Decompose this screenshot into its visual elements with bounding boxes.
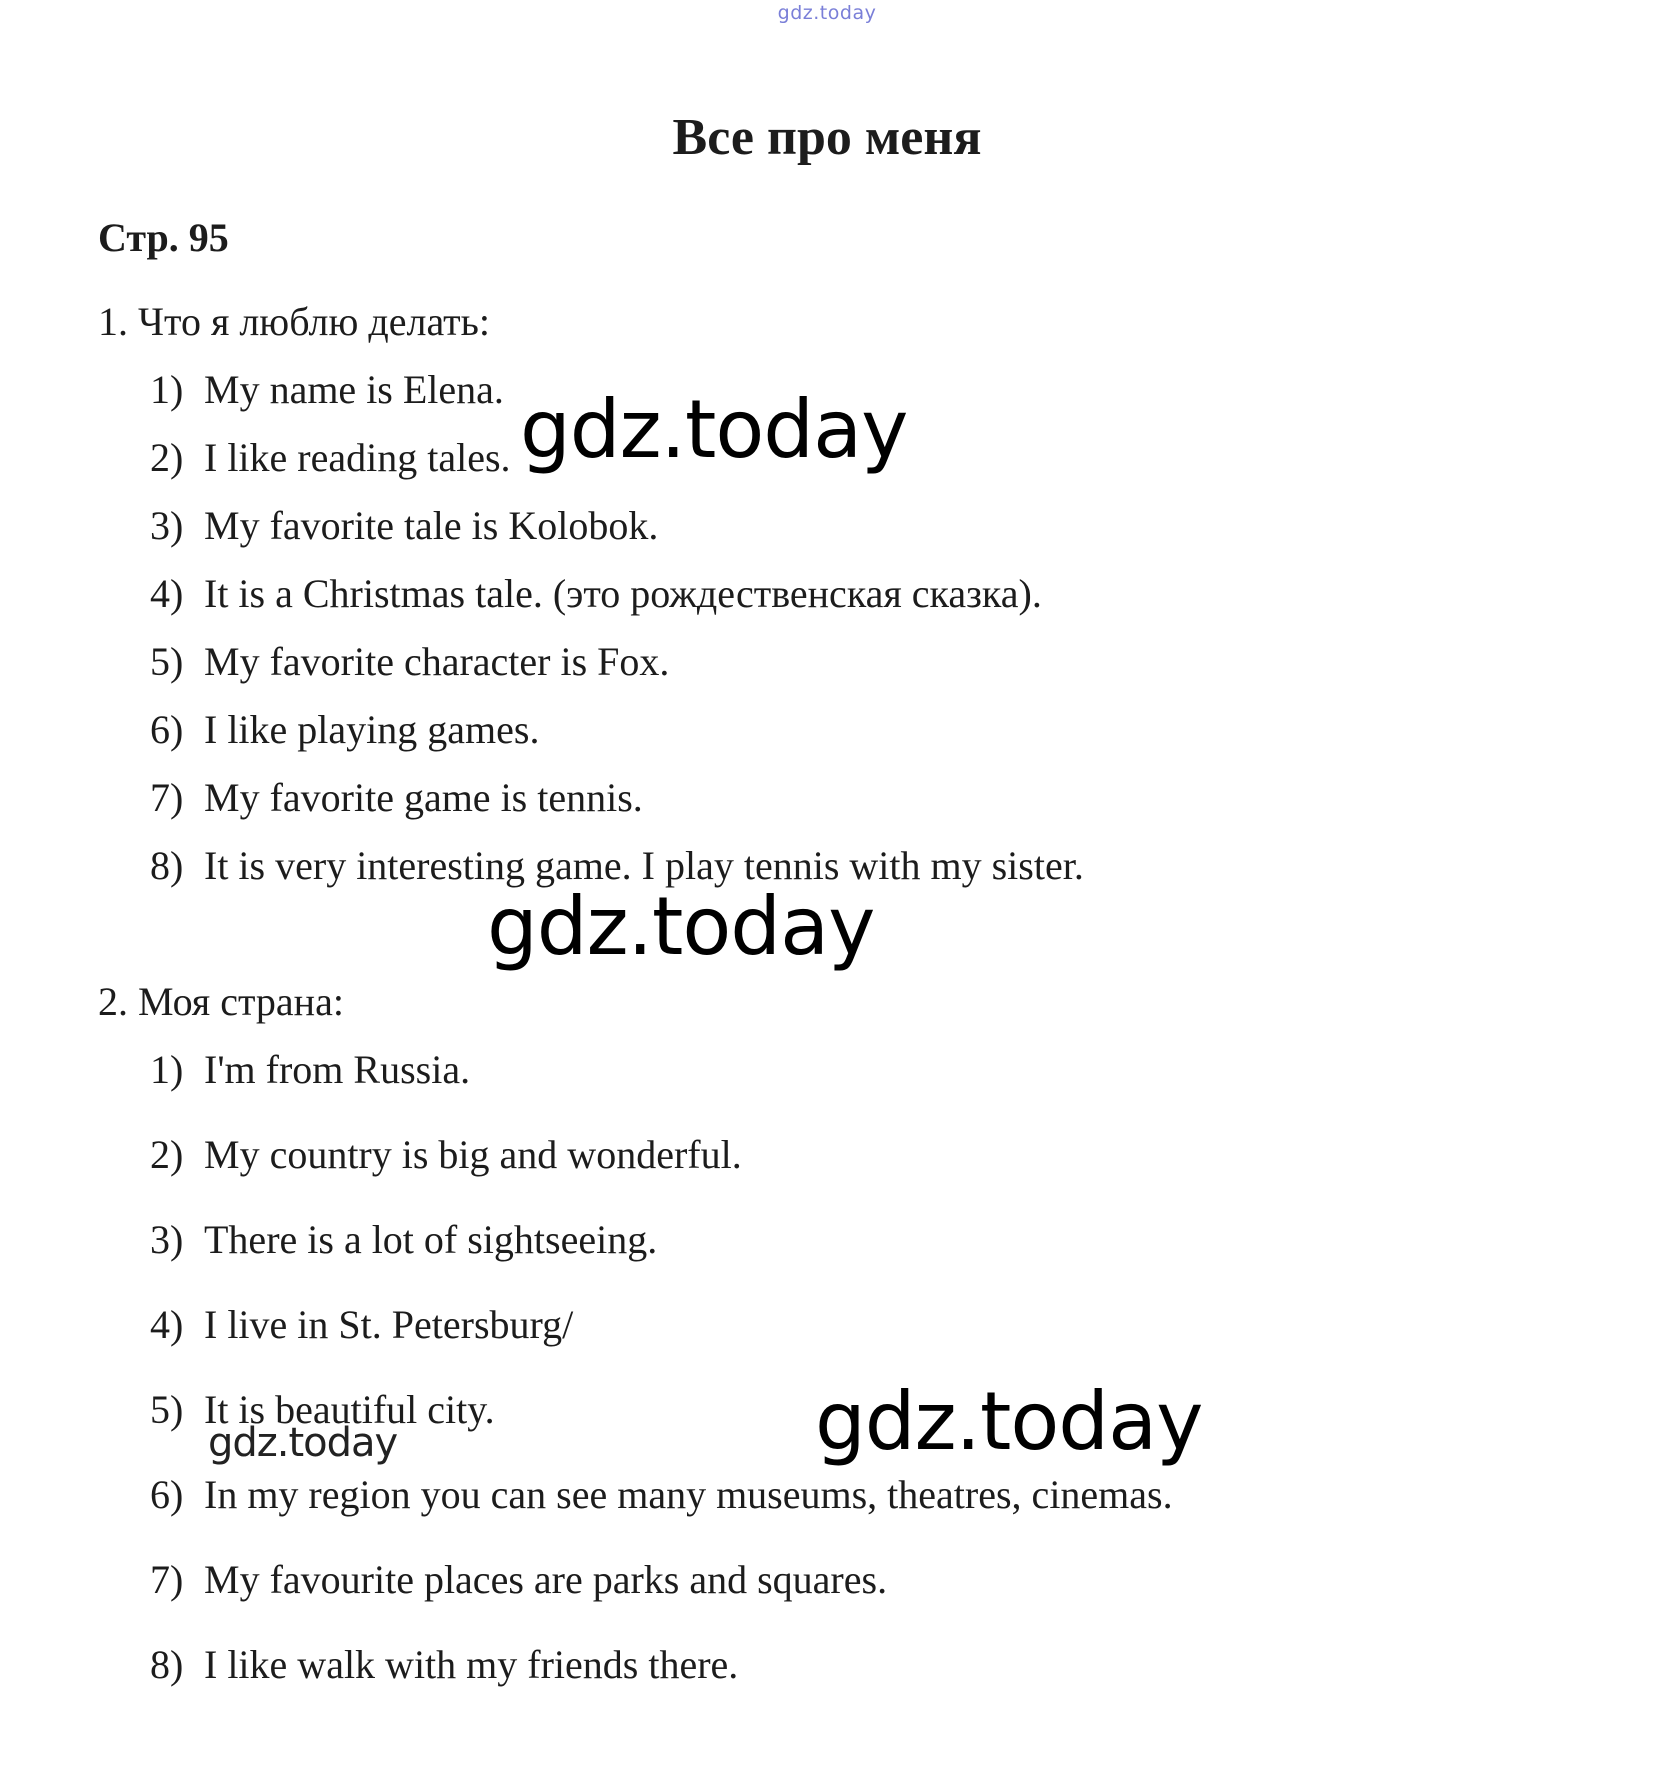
item-text: It is a Christmas tale. (это рождественская сказка).	[204, 571, 1042, 616]
list-item	[150, 1131, 742, 1178]
section-heading-1: 1. Что я люблю делать:	[98, 299, 491, 344]
item-text: My favorite tale is Kolobok.	[204, 503, 659, 548]
item-text: My name is Elena.	[204, 367, 504, 412]
item-text: My favourite places are parks and squares.	[204, 1557, 888, 1602]
item-text: I like walk with my friends there.	[204, 1642, 739, 1687]
item-text: In my region you can see many museums, theatres, cinemas.	[204, 1472, 1173, 1517]
page-reference: Стр. 95	[98, 215, 229, 260]
list-item	[150, 638, 669, 685]
list-item	[150, 1301, 573, 1348]
item-text: I like reading tales.	[204, 435, 511, 480]
item-text: I'm from Russia.	[204, 1047, 471, 1092]
item-number: 1)	[150, 1047, 184, 1092]
item-text: My country is big and wonderful.	[204, 1132, 742, 1177]
item-number: 4)	[150, 1302, 184, 1347]
list-item	[150, 570, 1042, 617]
item-number: 1)	[150, 367, 184, 412]
list-item	[150, 366, 504, 413]
list-item	[150, 706, 539, 753]
list-item	[150, 434, 511, 481]
item-text: There is a lot of sightseeing.	[204, 1217, 658, 1262]
item-text: It is very interesting game. I play tennis with my sister.	[204, 843, 1084, 888]
section-heading-2: 2. Моя страна:	[98, 979, 344, 1024]
item-number: 7)	[150, 775, 184, 820]
watermark: gdz.today	[520, 383, 908, 476]
item-number: 3)	[150, 1217, 184, 1262]
item-number: 2)	[150, 1132, 184, 1177]
item-number: 6)	[150, 707, 184, 752]
item-number: 6)	[150, 1472, 184, 1517]
page-title: Все про меня	[672, 109, 982, 166]
watermark: gdz.today	[487, 880, 875, 973]
item-number: 8)	[150, 1642, 184, 1687]
item-number: 3)	[150, 503, 184, 548]
list-item	[150, 1556, 887, 1603]
item-number: 7)	[150, 1557, 184, 1602]
watermark: gdz.today	[208, 1420, 398, 1466]
item-number: 5)	[150, 1387, 184, 1432]
list-item	[150, 1471, 1173, 1518]
list-item	[150, 774, 643, 821]
list-item	[150, 502, 658, 549]
watermark: gdz.today	[815, 1375, 1203, 1468]
item-number: 2)	[150, 435, 184, 480]
item-text: I like playing games.	[204, 707, 540, 752]
list-item	[150, 1641, 738, 1688]
item-number: 8)	[150, 843, 184, 888]
item-number: 4)	[150, 571, 184, 616]
header-watermark: gdz.today	[777, 2, 877, 24]
item-number: 5)	[150, 639, 184, 684]
item-text: I live in St. Petersburg/	[204, 1302, 574, 1347]
item-text: My favorite game is tennis.	[204, 775, 643, 820]
list-item	[150, 1046, 470, 1093]
list-item	[150, 1216, 657, 1263]
item-text: It is beautiful city.	[204, 1387, 495, 1432]
item-text: My favorite character is Fox.	[204, 639, 670, 684]
